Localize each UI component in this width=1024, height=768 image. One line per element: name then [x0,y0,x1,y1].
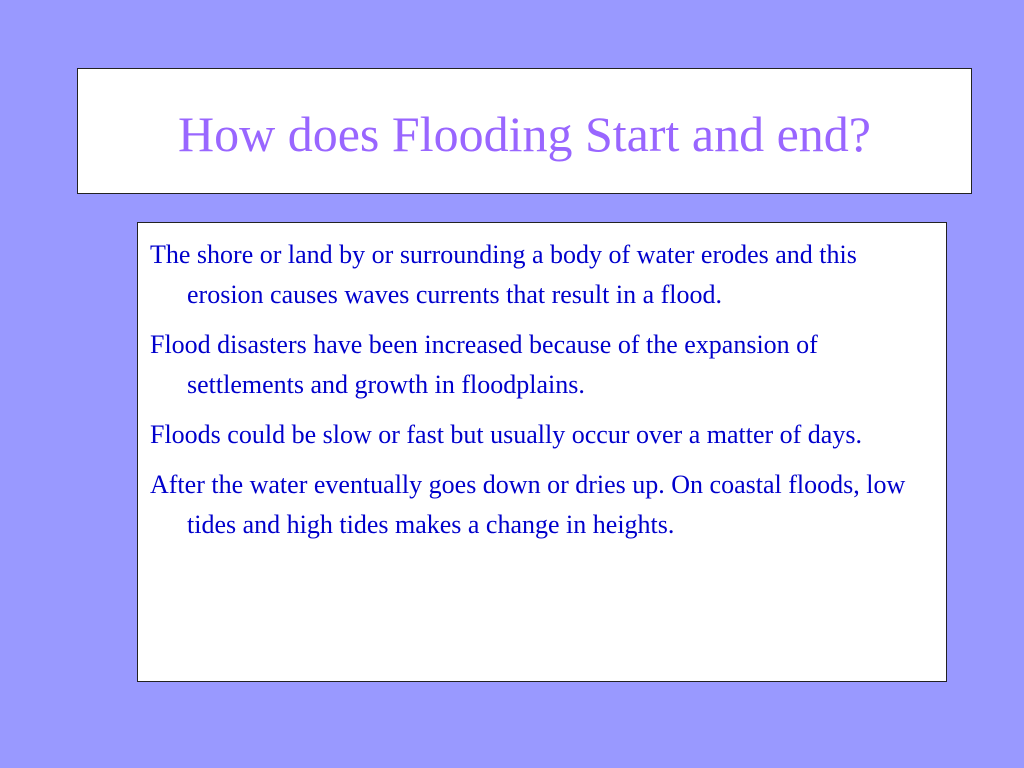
bullet-paragraph: After the water eventually goes down or dries up. On coastal floods, low tides and high tides makes a change in heights. [150,470,906,539]
bullet-paragraph: Flood disasters have been increased because of the expansion of settlements and growth in floodplains. [150,330,818,399]
content-box [137,222,947,682]
title-box [77,68,972,194]
bullet-paragraph: The shore or land by or surrounding a body of water erodes and this erosion causes waves currents that result in a flood. [150,240,857,309]
bullet-paragraph: Floods could be slow or fast but usually occur over a matter of days. [150,420,862,449]
slide-title: How does Flooding Start and end? [178,106,871,162]
